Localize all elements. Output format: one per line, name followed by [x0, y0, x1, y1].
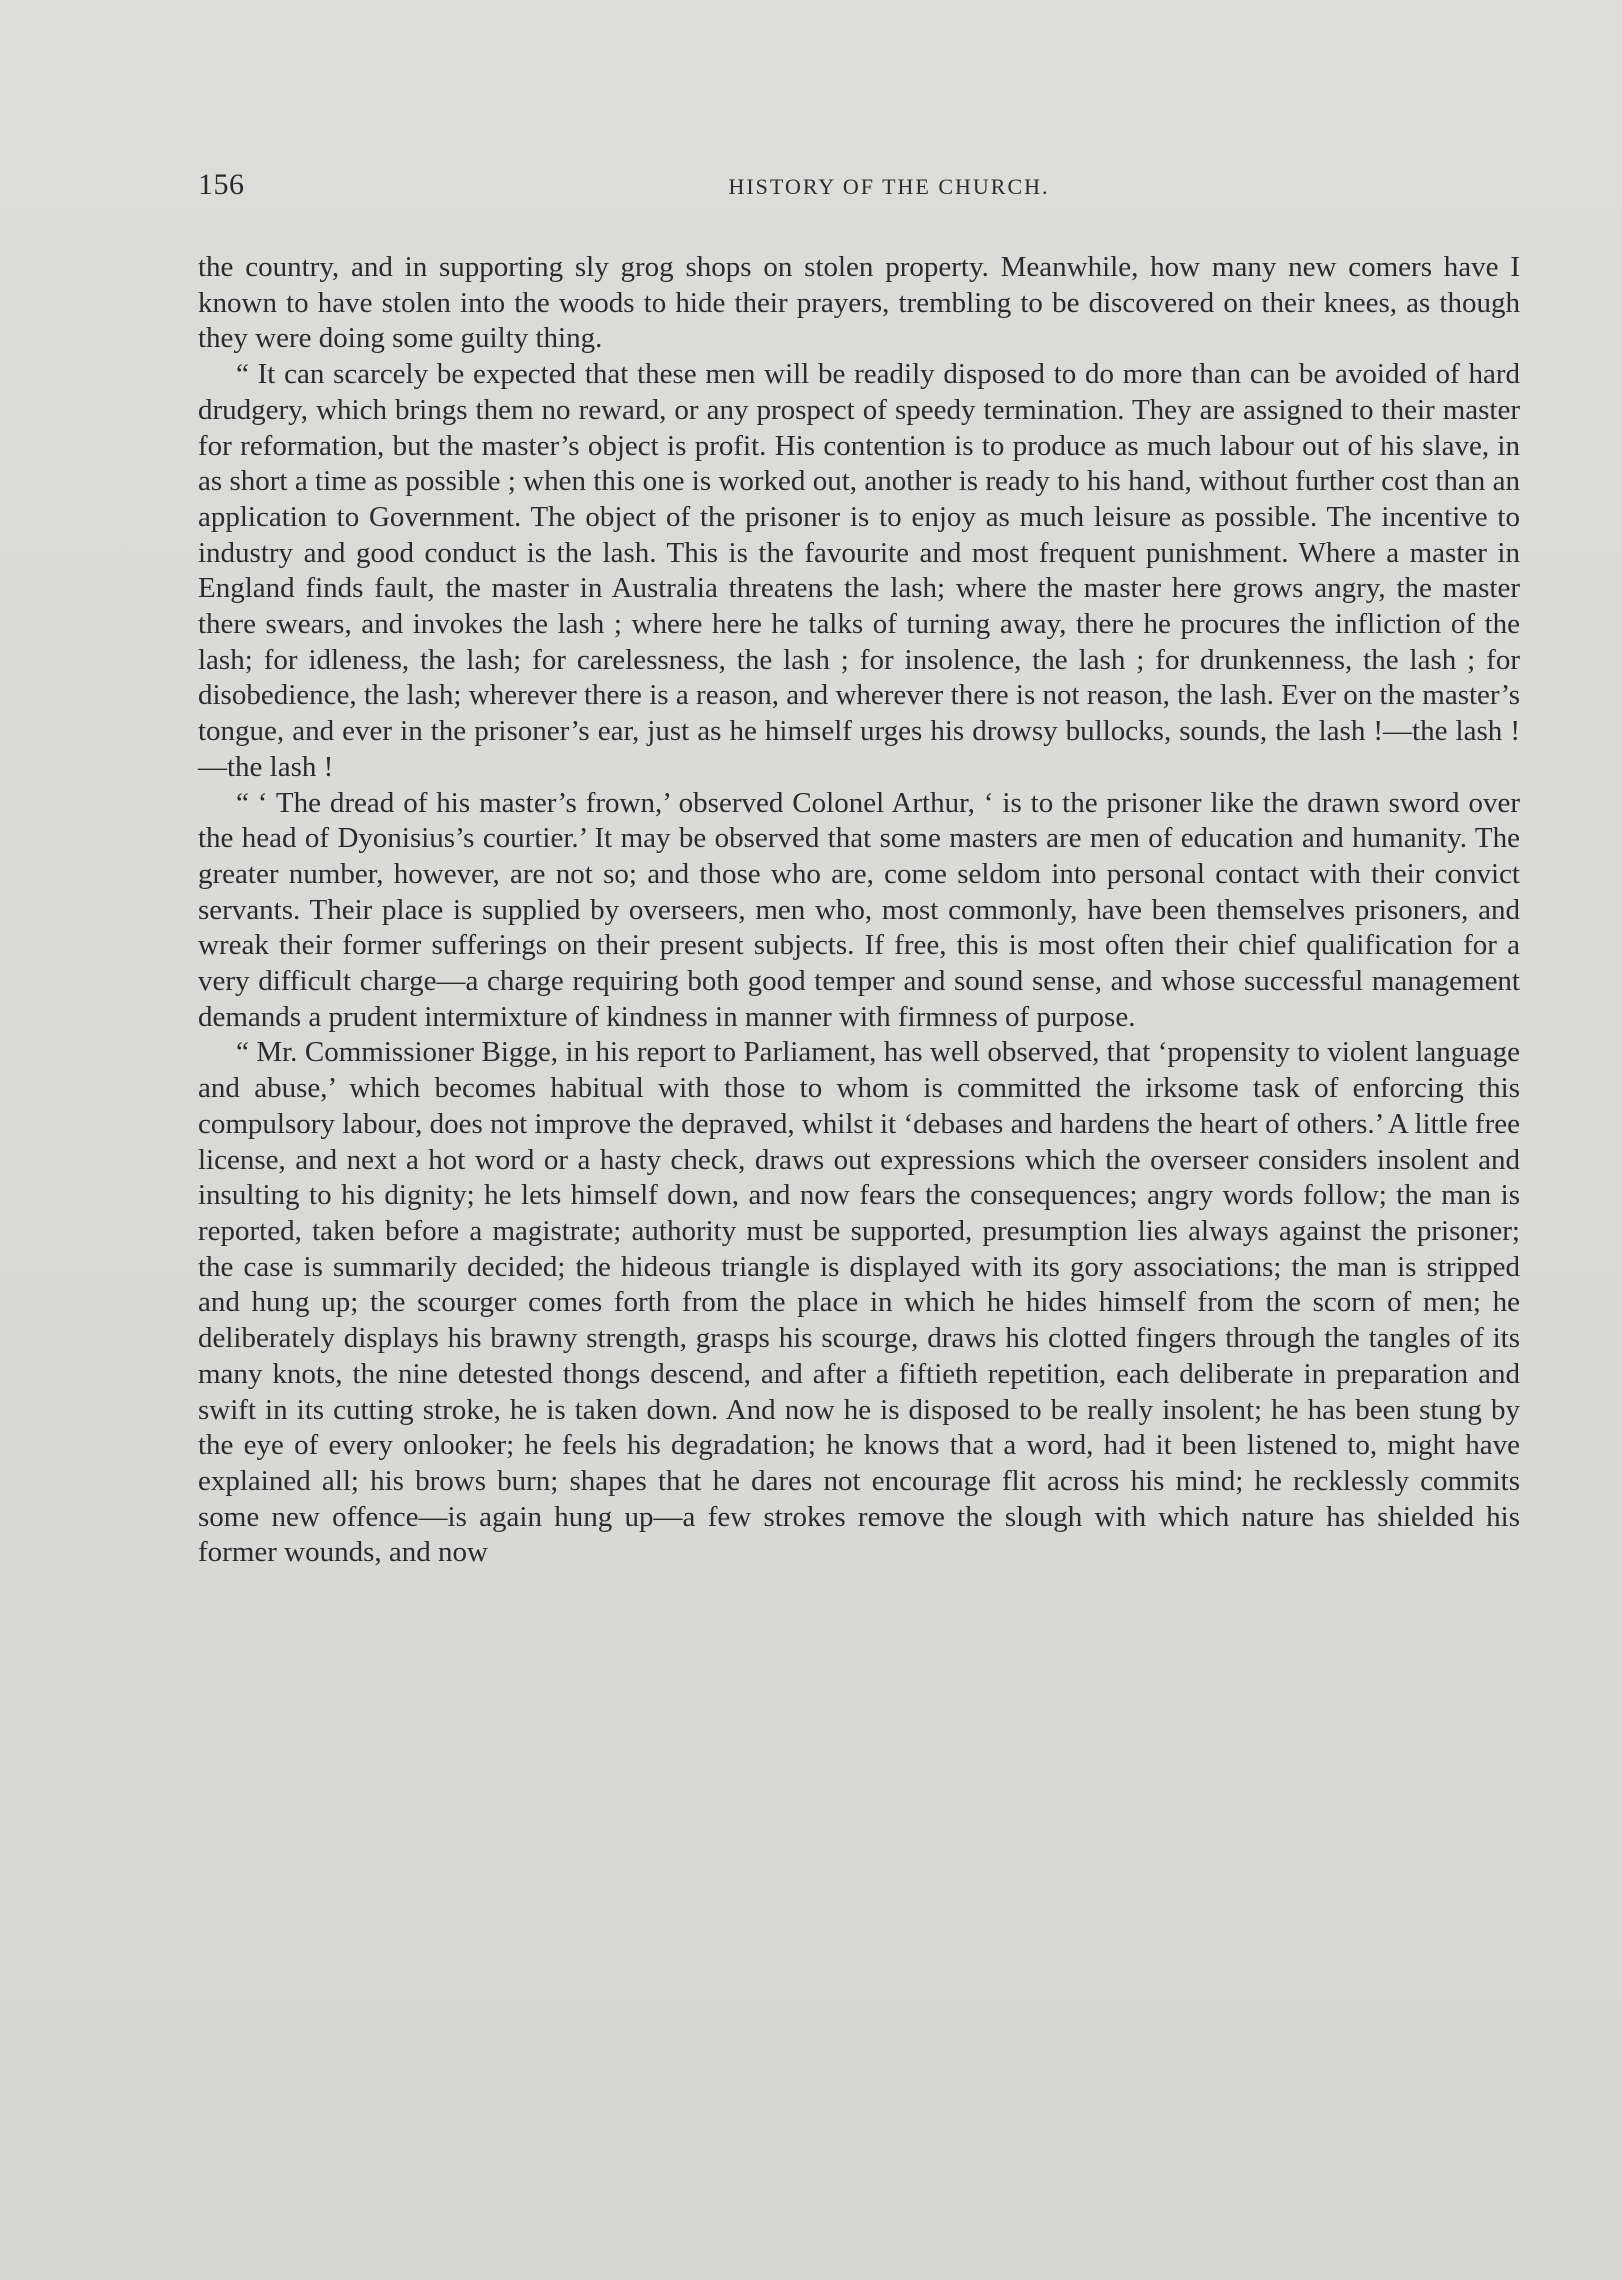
page-header: [198, 168, 1520, 208]
paragraph-1: the country, and in supporting sly grog shops on stolen property. Meanwhile, how many new comers have I known to have stolen into the woods to hide their prayers, trembling to be discovered on their knees, as though they were doing some guilty thing.: [198, 251, 1520, 355]
paragraph-4: “ Mr. Commissioner Bigge, in his report to Parliament, has well observed, that ‘propensity to violent language and abuse,’ which becomes habitual with those to whom is committed the irksome task of enforcing this compulsory labour, does not improve the depraved, whilst it ‘debases and hardens the heart of others.’ A little free license, and next a hot word or a hasty check, draws out expressions which the overseer considers insolent and insulting to his dignity; he lets himself down, and now fears the consequences; angry words follow; the man is reported, taken before a magistrate; authority must be supported, presumption lies always against the prisoner; the case is summarily decided; the hideous triangle is displayed with its gory associations; the man is stripped and hung up; the scourger comes forth from the place in which he hides himself from the scorn of men; he deliberately displays his brawny strength, grasps his scourge, draws his clotted fingers through the tangles of its many knots, the nine detested thongs descend, and after a fiftieth repetition, each deliberate in preparation and swift in its cutting stroke, he is taken down. And now he is disposed to be really insolent; he has been stung by the eye of every onlooker; he feels his degradation; he knows that a word, had it been listened to, might have explained all; his brows burn; shapes that he dares not encourage flit across his mind; he recklessly commits some new offence—is again hung up—a few strokes remove the slough with which nature has shielded his former wounds, and now: [198, 1036, 1520, 1569]
body-text: [198, 250, 1520, 1571]
paragraph-2: “ It can scarcely be expected that these men will be readily disposed to do more than can be avoided of hard drudgery, which brings them no reward, or any prospect of speedy termination. They are assigned to their master for reformation, but the master’s object is profit. His contention is to produce as much labour out of his slave, in as short a time as possible ; when this one is worked out, another is ready to his hand, without further cost than an application to Government. The object of the prisoner is to enjoy as much leisure as possible. The incentive to industry and good conduct is the lash. This is the favourite and most frequent punishment. Where a master in England finds fault, the master in Australia threatens the lash; where the master here grows angry, the master there swears, and invokes the lash ; where here he talks of turning away, there he procures the infliction of the lash; for idleness, the lash; for carelessness, the lash ; for insolence, the lash ; for drunkenness, the lash ; for disobedience, the lash; wherever there is a reason, and wherever there is not reason, the lash. Ever on the master’s tongue, and ever in the prisoner’s ear, just as he himself urges his drowsy bullocks, sounds, the lash !—the lash !—the lash !: [198, 358, 1520, 783]
page-number: 156: [198, 168, 245, 201]
paragraph-3: “ ‘ The dread of his master’s frown,’ observed Colonel Arthur, ‘ is to the prisoner like the drawn sword over the head of Dyonisius’s courtier.’ It may be observed that some masters are men of education and humanity. The greater number, however, are not so; and those who are, come seldom into personal contact with their convict servants. Their place is supplied by overseers, men who, most commonly, have been themselves prisoners, and wreak their former sufferings on their present subjects. If free, this is most often their chief qualification for a very difficult charge—a charge requiring both good temper and sound sense, and whose successful management demands a prudent intermixture of kindness in manner with firmness of purpose.: [198, 786, 1520, 1033]
running-title: HISTORY OF THE CHURCH.: [728, 174, 1050, 199]
